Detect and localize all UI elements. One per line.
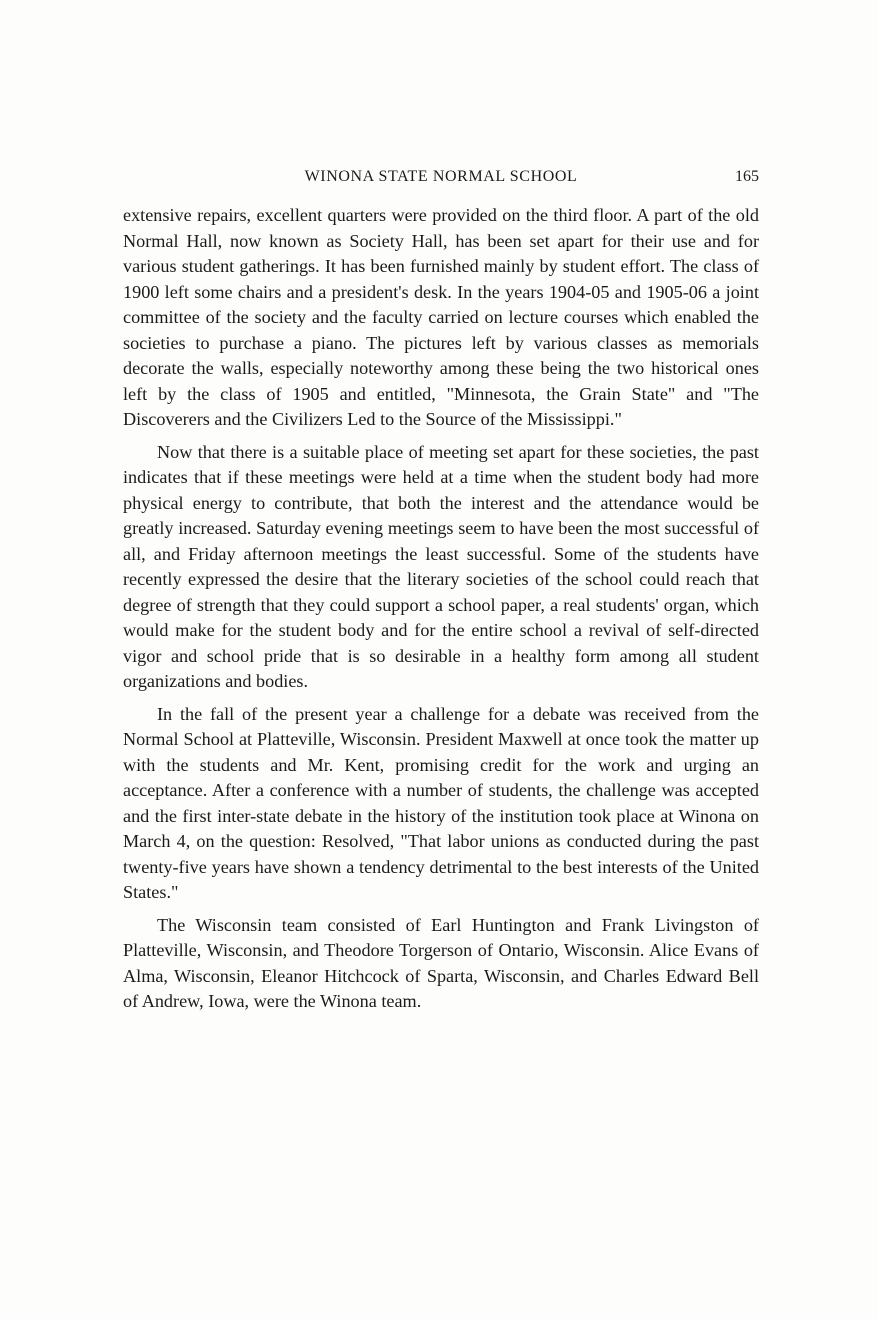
paragraph-debate-challenge: In the fall of the present year a challenge for a debate was received from the Normal School at Platteville, Wisconsin. President Maxwell at once took the matter up with the students and Mr. Kent, promising credit for the work and urging an acceptance. After a conference with a number of students, the challenge was accepted and the first inter-state debate in the history of the institution took place at Winona on March 4, on the question: Resolved, "That labor unions as conducted during the past twenty-five years have shown a tendency detrimental to the best interests of the United States.": [123, 703, 759, 902]
paragraph-continued: extensive repairs, excellent quarters were provided on the third floor. A part of the old Normal Hall, now known as Society Hall, has been set apart for their use and for various student gatherings. It has been furnished mainly by student effort. The class of 1900 left some chairs and a president's desk. In the years 1904-05 and 1905-06 a joint committee of the society and the faculty carried on lecture courses which enabled the societies to purchase a piano. The pictures left by various classes as memorials decorate the walls, especially noteworthy among these being the two historical ones left by the class of 1905 and entitled, "Minnesota, the Grain State" and "The Discoverers and the Civilizers Led to the Source of the Mississippi.": [123, 205, 759, 429]
running-title: WINONA STATE NORMAL SCHOOL: [304, 168, 578, 185]
body-text: [123, 203, 759, 1022]
paragraph-societies-meetings: Now that there is a suitable place of meeting set apart for these societies, the past indicates that if these meetings were held at a time when the student body had more physical energy to contribute, that both the interest and the attendance would be greatly increased. Saturday evening meetings seem to have been the most successful of all, and Friday afternoon meetings the least successful. Some of the students have recently expressed the desire that the literary societies of the school could reach that degree of strength that they could support a school paper, a real students' organ, which would make for the student body and for the entire school a revival of self-directed vigor and school pride that is so desirable in a healthy form among all student organizations and bodies.: [123, 441, 759, 691]
running-header: [123, 168, 759, 192]
page-number: 165: [735, 168, 759, 185]
paragraph-debate-teams: The Wisconsin team consisted of Earl Huntington and Frank Livingston of Platteville, Wisconsin, and Theodore Torgerson of Ontario, Wisconsin. Alice Evans of Alma, Wisconsin, Eleanor Hitchcock of Sparta, Wisconsin, and Charles Edward Bell of Andrew, Iowa, were the Winona team.: [123, 914, 759, 1011]
